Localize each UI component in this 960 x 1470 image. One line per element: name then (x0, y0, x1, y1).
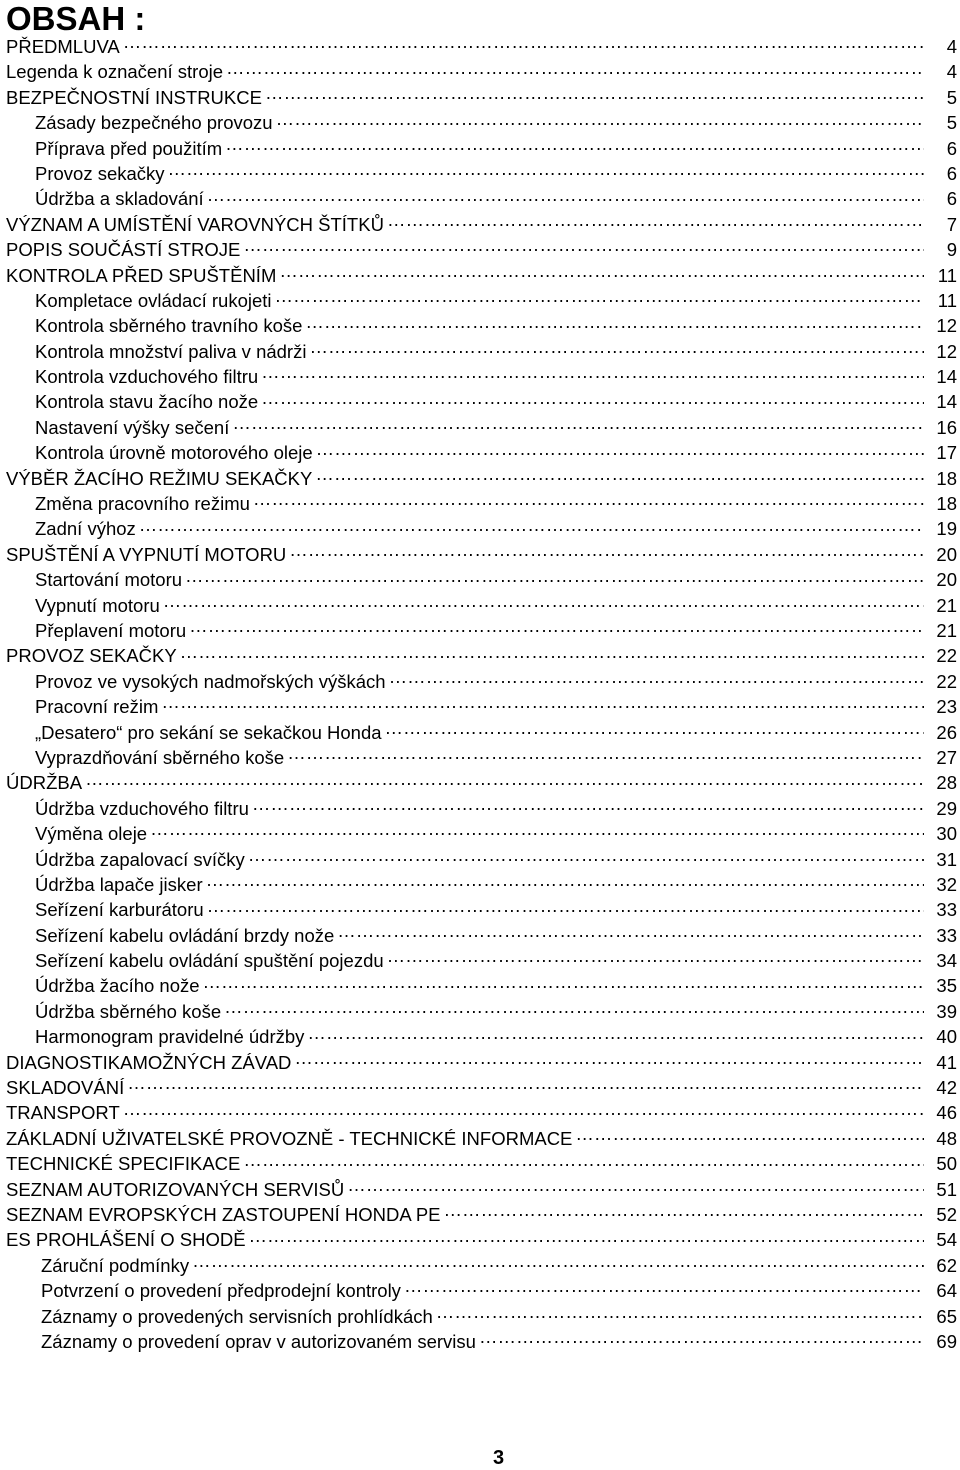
toc-leader-dots (203, 974, 924, 993)
toc-leader-dots (243, 1152, 924, 1171)
toc-entry-page: 5 (946, 86, 957, 108)
toc-entry (0, 339, 960, 364)
toc-leader-dots (307, 1025, 924, 1044)
toc-entry-page: 4 (946, 61, 957, 83)
toc-entry (0, 1253, 960, 1278)
toc-entry-page: 17 (936, 442, 957, 464)
toc-leader-dots (253, 492, 924, 511)
toc-entry (0, 1024, 960, 1049)
toc-entry-title: Záznamy o provedení oprav v autorizovaném servisu (41, 1330, 476, 1352)
toc-entry-page: 65 (936, 1305, 957, 1327)
toc-entry (0, 1227, 960, 1252)
toc-entry-title: Údržba zapalovací svíčky (35, 848, 245, 870)
toc-entry (0, 1126, 960, 1151)
toc-entry (0, 263, 960, 288)
toc-entry-title: KONTROLA PŘED SPUŠTĚNÍM (6, 264, 277, 286)
toc-entry-page: 5 (946, 112, 957, 134)
toc-entry-title: Údržba žacího nože (35, 975, 200, 997)
toc-leader-dots (265, 85, 924, 104)
toc-entry (0, 237, 960, 262)
toc-leader-dots (252, 796, 924, 815)
toc-entry-page: 30 (936, 823, 957, 845)
toc-entry (0, 770, 960, 795)
toc-entry-page: 4 (946, 36, 957, 57)
toc-leader-dots (575, 1126, 924, 1145)
toc-entry-title: „Desatero“ pro sekání se sekačkou Honda (35, 721, 382, 743)
toc-entry-page: 12 (936, 315, 957, 337)
toc-entry (0, 593, 960, 618)
toc-entry-title: BEZPEČNOSTNÍ INSTRUKCE (6, 86, 262, 108)
toc-leader-dots (226, 60, 924, 79)
toc-entry-page: 31 (936, 848, 957, 870)
toc-entry (0, 1278, 960, 1303)
toc-entry-page: 62 (936, 1254, 957, 1276)
toc-entry (0, 313, 960, 338)
toc-leader-dots (207, 187, 924, 206)
toc-entry (0, 110, 960, 135)
toc-leader-dots (309, 339, 924, 358)
toc-entry-page: 16 (936, 416, 957, 438)
toc-entry (0, 1304, 960, 1329)
toc-entry (0, 1202, 960, 1227)
toc-entry (0, 466, 960, 491)
toc-leader-dots (189, 618, 924, 637)
toc-entry (0, 948, 960, 973)
toc-leader-dots (276, 111, 924, 130)
toc-entry-title: SKLADOVÁNÍ (6, 1077, 125, 1099)
toc-entry (0, 364, 960, 389)
toc-entry-title: PŘEDMLUVA (6, 36, 120, 57)
toc-entry-page: 19 (936, 518, 957, 540)
toc-entry (0, 872, 960, 897)
toc-entry-page: 50 (936, 1153, 957, 1175)
toc-leader-dots (315, 466, 924, 485)
toc-entry (0, 212, 960, 237)
toc-entry (0, 389, 960, 414)
toc-entry-title: Nastavení výšky sečení (35, 416, 230, 438)
toc-entry (0, 1050, 960, 1075)
toc-entry-title: Kontrola množství paliva v nádrži (35, 340, 307, 362)
toc-entry-page: 26 (936, 721, 957, 743)
toc-entry (0, 720, 960, 745)
toc-entry-title: TECHNICKÉ SPECIFIKACE (6, 1153, 241, 1175)
toc-leader-dots (185, 568, 924, 587)
toc-entry (0, 643, 960, 668)
toc-entry-title: Seřízení kabelu ovládání spuštění pojezdu (35, 950, 384, 972)
toc-entry-title: Provoz sekačky (35, 162, 165, 184)
toc-entry-page: 22 (936, 645, 957, 667)
toc-entry-title: ÚDRŽBA (6, 772, 83, 794)
toc-leader-dots (232, 415, 924, 434)
toc-entry (0, 847, 960, 872)
toc-leader-dots (150, 822, 924, 841)
toc-entry-title: Příprava před použitím (35, 137, 223, 159)
toc-leader-dots (287, 745, 924, 764)
toc-leader-dots (316, 441, 924, 460)
toc-leader-dots (389, 669, 924, 688)
toc-entry-page: 20 (936, 569, 957, 591)
toc-entry-page: 32 (936, 873, 957, 895)
toc-entry (0, 1177, 960, 1202)
toc-leader-dots (337, 923, 924, 942)
toc-entry-page: 22 (936, 670, 957, 692)
toc-entry-page: 21 (936, 594, 957, 616)
toc-entry-page: 42 (936, 1077, 957, 1099)
toc-entry (0, 796, 960, 821)
toc-entry-title: SEZNAM EVROPSKÝCH ZASTOUPENÍ HONDA PE (6, 1203, 441, 1225)
toc-entry-title: Údržba sběrného koše (35, 1000, 222, 1022)
toc-leader-dots (305, 314, 924, 333)
toc-entry-title: Legenda k označení stroje (6, 61, 224, 83)
toc-entry-title: Kontrola stavu žacího nože (35, 391, 259, 413)
toc-entry (0, 288, 960, 313)
toc-entry-title: ZÁKLADNÍ UŽIVATELSKÉ PROVOZNĚ - TECHNICKÉ INFORMACE (6, 1127, 573, 1149)
toc-entry-page: 23 (936, 696, 957, 718)
toc-leader-dots (387, 212, 924, 231)
toc-entry-page: 34 (936, 950, 957, 972)
toc-entry-title: TRANSPORT (6, 1102, 120, 1124)
toc-entry (0, 745, 960, 770)
toc-entry (0, 1100, 960, 1125)
toc-entry-title: Změna pracovního režimu (35, 493, 250, 515)
toc-entry-page: 52 (936, 1203, 957, 1225)
toc-entry-title: ES PROHLÁŠENÍ O SHODĚ (6, 1229, 246, 1251)
toc-leader-dots (248, 847, 924, 866)
toc-entry-page: 28 (936, 772, 957, 794)
toc-entry-page: 46 (936, 1102, 957, 1124)
toc-entry (0, 618, 960, 643)
toc-entry-page: 6 (946, 137, 957, 159)
toc-entry-title: Provoz ve vysokých nadmořských výškách (35, 670, 386, 692)
toc-entry-title: Pracovní režim (35, 696, 159, 718)
toc-leader-dots (289, 542, 924, 561)
toc-entry-title: DIAGNOSTIKAMOŽNÝCH ZÁVAD (6, 1051, 292, 1073)
page-number: 3 (493, 1447, 505, 1469)
toc-leader-dots (123, 1101, 924, 1120)
toc-entry-title: Seřízení kabelu ovládání brzdy nože (35, 924, 335, 946)
toc-leader-dots (123, 35, 924, 54)
toc-entry (0, 1329, 960, 1354)
toc-entry (0, 567, 960, 592)
toc-leader-dots (279, 263, 924, 282)
toc-entry-title: Výměna oleje (35, 823, 148, 845)
toc-leader-dots (206, 872, 924, 891)
toc-leader-dots (275, 288, 924, 307)
toc-entry (0, 34, 960, 59)
toc-entry-page: 51 (936, 1178, 957, 1200)
toc-entry-page: 14 (936, 366, 957, 388)
toc-entry-title: VÝBĚR ŽACÍHO REŽIMU SEKAČKY (6, 467, 313, 489)
toc-entry-page: 9 (946, 239, 957, 261)
toc-entry-title: Startování motoru (35, 569, 183, 591)
toc-leader-dots (243, 238, 924, 257)
toc-leader-dots (444, 1202, 925, 1221)
toc-leader-dots (249, 1228, 924, 1247)
toc-leader-dots (347, 1177, 924, 1196)
toc-leader-dots (224, 999, 924, 1018)
toc-leader-dots (404, 1279, 924, 1298)
toc-entry (0, 973, 960, 998)
toc-entry-page: 12 (936, 340, 957, 362)
toc-entry (0, 923, 960, 948)
table-of-contents (0, 34, 960, 1354)
toc-leader-dots (385, 720, 924, 739)
toc-leader-dots (261, 390, 924, 409)
toc-entry-title: Kontrola sběrného travního koše (35, 315, 303, 337)
toc-entry-title: POPIS SOUČÁSTÍ STROJE (6, 239, 241, 261)
toc-entry-page: 7 (946, 213, 957, 235)
toc-leader-dots (180, 644, 924, 663)
toc-entry-page: 48 (936, 1127, 957, 1149)
toc-leader-dots (479, 1329, 924, 1348)
toc-entry (0, 491, 960, 516)
toc-entry (0, 161, 960, 186)
toc-entry-title: PROVOZ SEKAČKY (6, 645, 177, 667)
toc-leader-dots (139, 517, 924, 536)
toc-leader-dots (387, 949, 924, 968)
toc-leader-dots (168, 161, 924, 180)
toc-entry-page: 14 (936, 391, 957, 413)
toc-entry-title: Vyprazdňování sběrného koše (35, 746, 285, 768)
toc-entry-page: 6 (946, 188, 957, 210)
toc-entry (0, 440, 960, 465)
toc-entry-title: Údržba lapače jisker (35, 873, 203, 895)
page-title: OBSAH : (6, 0, 146, 37)
toc-entry-page: 64 (936, 1280, 957, 1302)
toc-entry (0, 1151, 960, 1176)
toc-entry-title: Údržba a skladování (35, 188, 204, 210)
toc-entry-page: 20 (936, 543, 957, 565)
toc-entry (0, 516, 960, 541)
toc-entry (0, 897, 960, 922)
toc-leader-dots (207, 898, 924, 917)
toc-entry-title: SPUŠTĚNÍ A VYPNUTÍ MOTORU (6, 543, 287, 565)
toc-entry (0, 821, 960, 846)
toc-entry-page: 39 (936, 1000, 957, 1022)
toc-entry (0, 59, 960, 84)
toc-entry-page: 41 (936, 1051, 957, 1073)
toc-leader-dots (127, 1076, 924, 1095)
toc-leader-dots (85, 771, 924, 790)
toc-entry (0, 415, 960, 440)
toc-entry-page: 6 (946, 162, 957, 184)
toc-entry-title: Záruční podmínky (41, 1254, 190, 1276)
toc-entry-title: Harmonogram pravidelné údržby (35, 1026, 305, 1048)
toc-entry-page: 21 (936, 619, 957, 641)
toc-entry (0, 999, 960, 1024)
toc-entry-title: Vypnutí motoru (35, 594, 160, 616)
toc-entry-page: 29 (936, 797, 957, 819)
toc-leader-dots (294, 1050, 924, 1069)
toc-entry-page: 33 (936, 899, 957, 921)
toc-leader-dots (225, 136, 924, 155)
toc-entry-page: 27 (936, 746, 957, 768)
toc-entry (0, 694, 960, 719)
toc-entry-page: 18 (936, 467, 957, 489)
toc-entry (0, 186, 960, 211)
toc-leader-dots (436, 1304, 924, 1323)
toc-entry-title: Kontrola vzduchového filtru (35, 366, 259, 388)
toc-leader-dots (192, 1253, 924, 1272)
toc-entry-page: 54 (936, 1229, 957, 1251)
toc-entry-title: Kompletace ovládací rukojeti (35, 289, 272, 311)
toc-entry-page: 11 (937, 264, 957, 286)
toc-entry (0, 136, 960, 161)
toc-entry-title: Zadní výhoz (35, 518, 136, 540)
toc-entry-title: Záznamy o provedených servisních prohlídkách (41, 1305, 433, 1327)
toc-entry-title: Potvrzení o provedení předprodejní kontroly (41, 1280, 401, 1302)
toc-entry-title: Přeplavení motoru (35, 619, 187, 641)
toc-entry (0, 542, 960, 567)
toc-entry-page: 33 (936, 924, 957, 946)
toc-entry-title: SEZNAM AUTORIZOVANÝCH SERVISŮ (6, 1178, 345, 1200)
toc-entry (0, 1075, 960, 1100)
toc-entry (0, 669, 960, 694)
toc-entry (0, 85, 960, 110)
toc-entry-title: Kontrola úrovně motorového oleje (35, 442, 313, 464)
toc-entry-title: Údržba vzduchového filtru (35, 797, 249, 819)
toc-entry-page: 35 (936, 975, 957, 997)
toc-entry-title: VÝZNAM A UMÍSTĚNÍ VAROVNÝCH ŠTÍTKŮ (6, 213, 384, 235)
toc-entry-page: 18 (936, 493, 957, 515)
toc-entry-title: Zásady bezpečného provozu (35, 112, 273, 134)
toc-leader-dots (261, 365, 924, 384)
toc-entry-page: 69 (936, 1330, 957, 1352)
toc-entry-page: 40 (936, 1026, 957, 1048)
toc-entry-page: 11 (937, 289, 957, 311)
toc-leader-dots (163, 593, 924, 612)
toc-entry-title: Seřízení karburátoru (35, 899, 204, 921)
toc-leader-dots (161, 695, 924, 714)
